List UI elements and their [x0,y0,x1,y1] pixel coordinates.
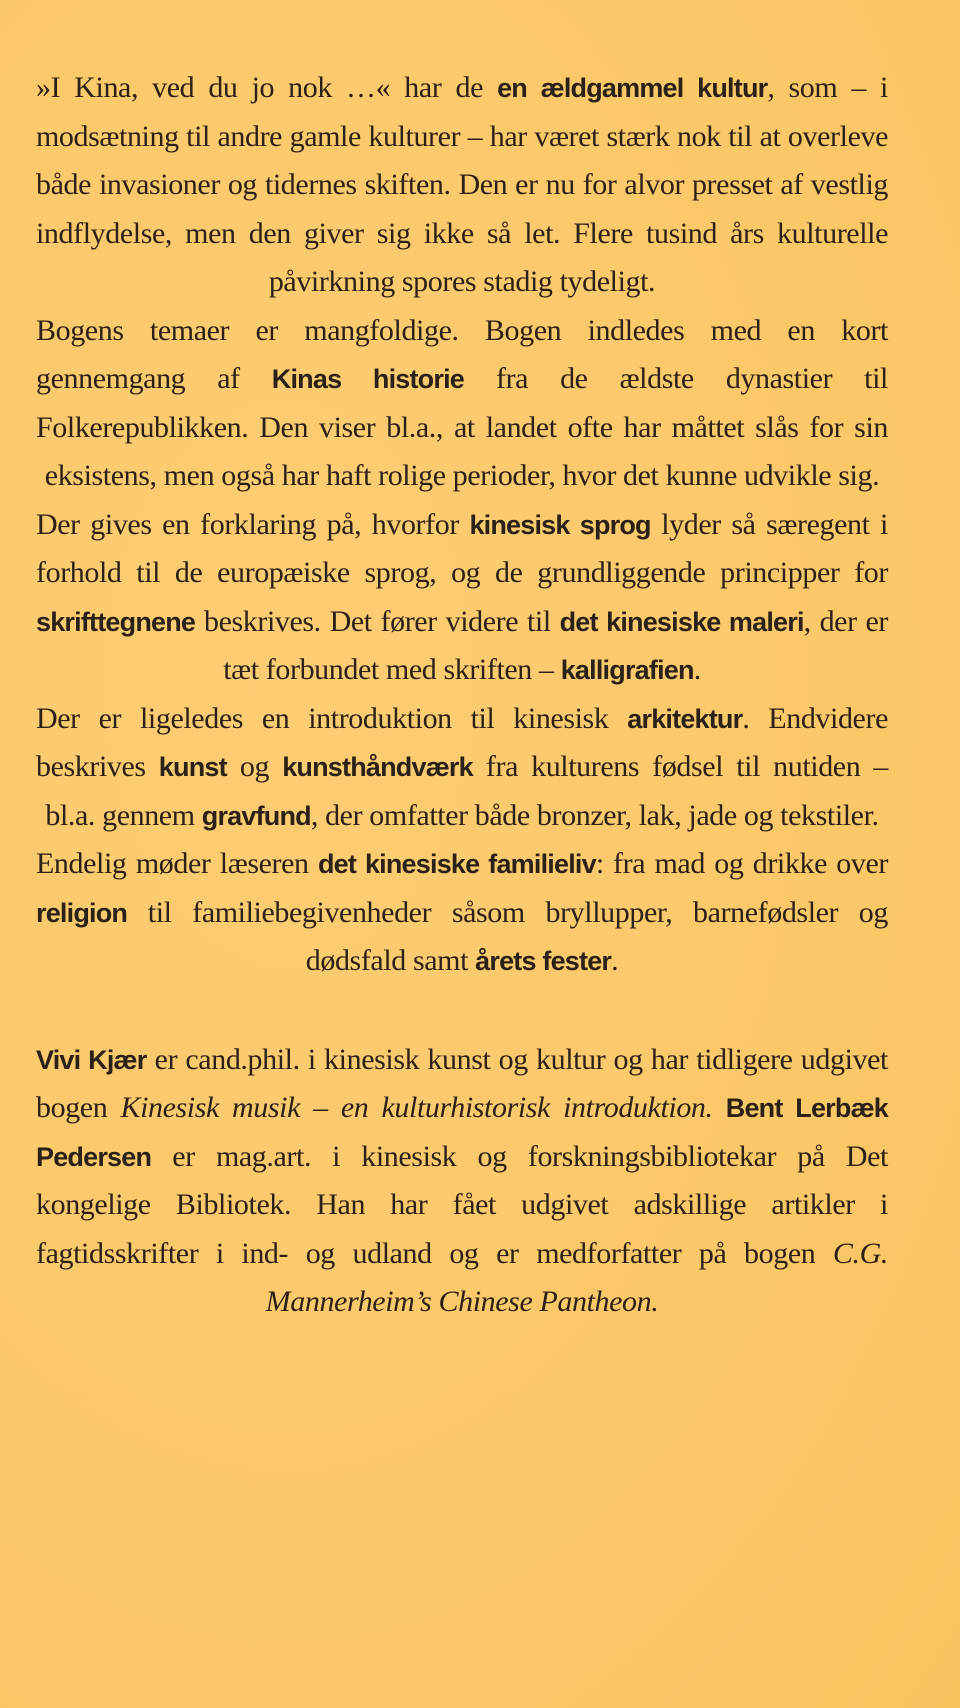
highlight-festivals: årets fester [475,946,612,976]
text-segment: fra kulturens fødsel til nutiden – bl.a. gennem [45,750,888,832]
text-segment: , der er tæt forbundet med skriften – [223,604,889,686]
text-segment: : fra mad og drikke over [595,847,888,880]
paragraph-intro [36,64,888,307]
spacer [36,986,888,1036]
text-segment: . Endvidere beskrives [36,701,888,783]
book-title-chinese-pantheon: C.G. Mannerheim’s Chinese Pantheon. [265,1236,888,1318]
text-segment: fra de ældste dynastier til Folkerepublikken. Den viser bl.a., at landet ofte har måttet slås for sin eksistens, men også har haft rolige perioder, hvor det kunne udvikle sig. [36,362,888,492]
text-segment: er mag.art. i kinesisk og forskningsbibliotekar på Det kongelige Bibliotek. Han har fået udgivet adskillige artikler i fagtidsskrifter i ind- og udland og er medforfatter på bogen [36,1139,888,1270]
highlight-ancient-culture: en ældgammel kultur [497,73,768,103]
author-bio [36,1036,888,1327]
text-segment: Bogens temaer er mangfoldige. Bogen indledes med en kort gennemgang af [36,313,888,395]
text-segment: . [611,944,619,977]
highlight-family-life: det kinesiske familieliv [317,849,596,879]
text-segment: Endelig møder læseren [36,847,318,880]
highlight-grave-finds: gravfund [201,800,311,831]
highlight-painting: det kinesiske maleri [559,606,804,637]
highlight-art: kunst [158,752,227,782]
text-segment: . [693,653,701,686]
highlight-calligraphy: kalligrafien [560,655,694,685]
text-segment [713,1091,726,1124]
text-segment: og [226,750,283,783]
text-segment: »I Kina, ved du jo nok …« har de [36,71,498,104]
text-segment: , der omfatter både bronzer, lak, jade og tekstiler. [310,798,879,832]
highlight-crafts: kunsthåndværk [282,752,473,782]
paragraph-architecture [36,695,888,841]
text-segment: Der er ligeledes en introduktion til kinesisk [36,701,628,735]
author-name-bent-lerbaek-pedersen: Bent Lerbæk Pedersen [36,1093,889,1172]
text-segment: lyder så særegent i forhold til de europæiske sprog, og de grundliggende principper for [36,507,888,589]
book-back-cover-text [36,64,888,1327]
highlight-characters: skrifttegnene [36,606,196,637]
highlight-chinese-language: kinesisk sprog [469,509,651,540]
book-title-kinesisk-musik: Kinesisk musik – en kulturhistorisk introduktion. [120,1091,713,1124]
text-segment: er cand.phil. i kinesisk kunst og kultur og har tidligere udgivet bogen [36,1042,888,1124]
text-segment: til familiebegivenheder såsom bryllupper, barnefødsler og dødsfald samt [127,895,888,977]
highlight-architecture: arkitektur [627,703,743,734]
text-segment: Der gives en forklaring på, hvorfor [36,507,470,541]
text-segment: , som – i modsætning til andre gamle kulturer – har været stærk nok til at overleve både invasioner og tidernes skiften. Den er nu for alvor presset af vestlig indflydelse, men den giver sig ikke så let. Flere tusind års kulturelle påvirkning spores stadig tydeligt. [36,71,888,298]
paragraph-language [36,501,888,695]
author-name-vivi-kjaer: Vivi Kjær [36,1044,147,1075]
paragraph-history [36,307,888,501]
paragraph-family-life [36,840,888,986]
text-segment: beskrives. Det fører videre til [195,604,560,638]
highlight-china-history: Kinas historie [271,364,464,394]
highlight-religion: religion [36,897,128,928]
